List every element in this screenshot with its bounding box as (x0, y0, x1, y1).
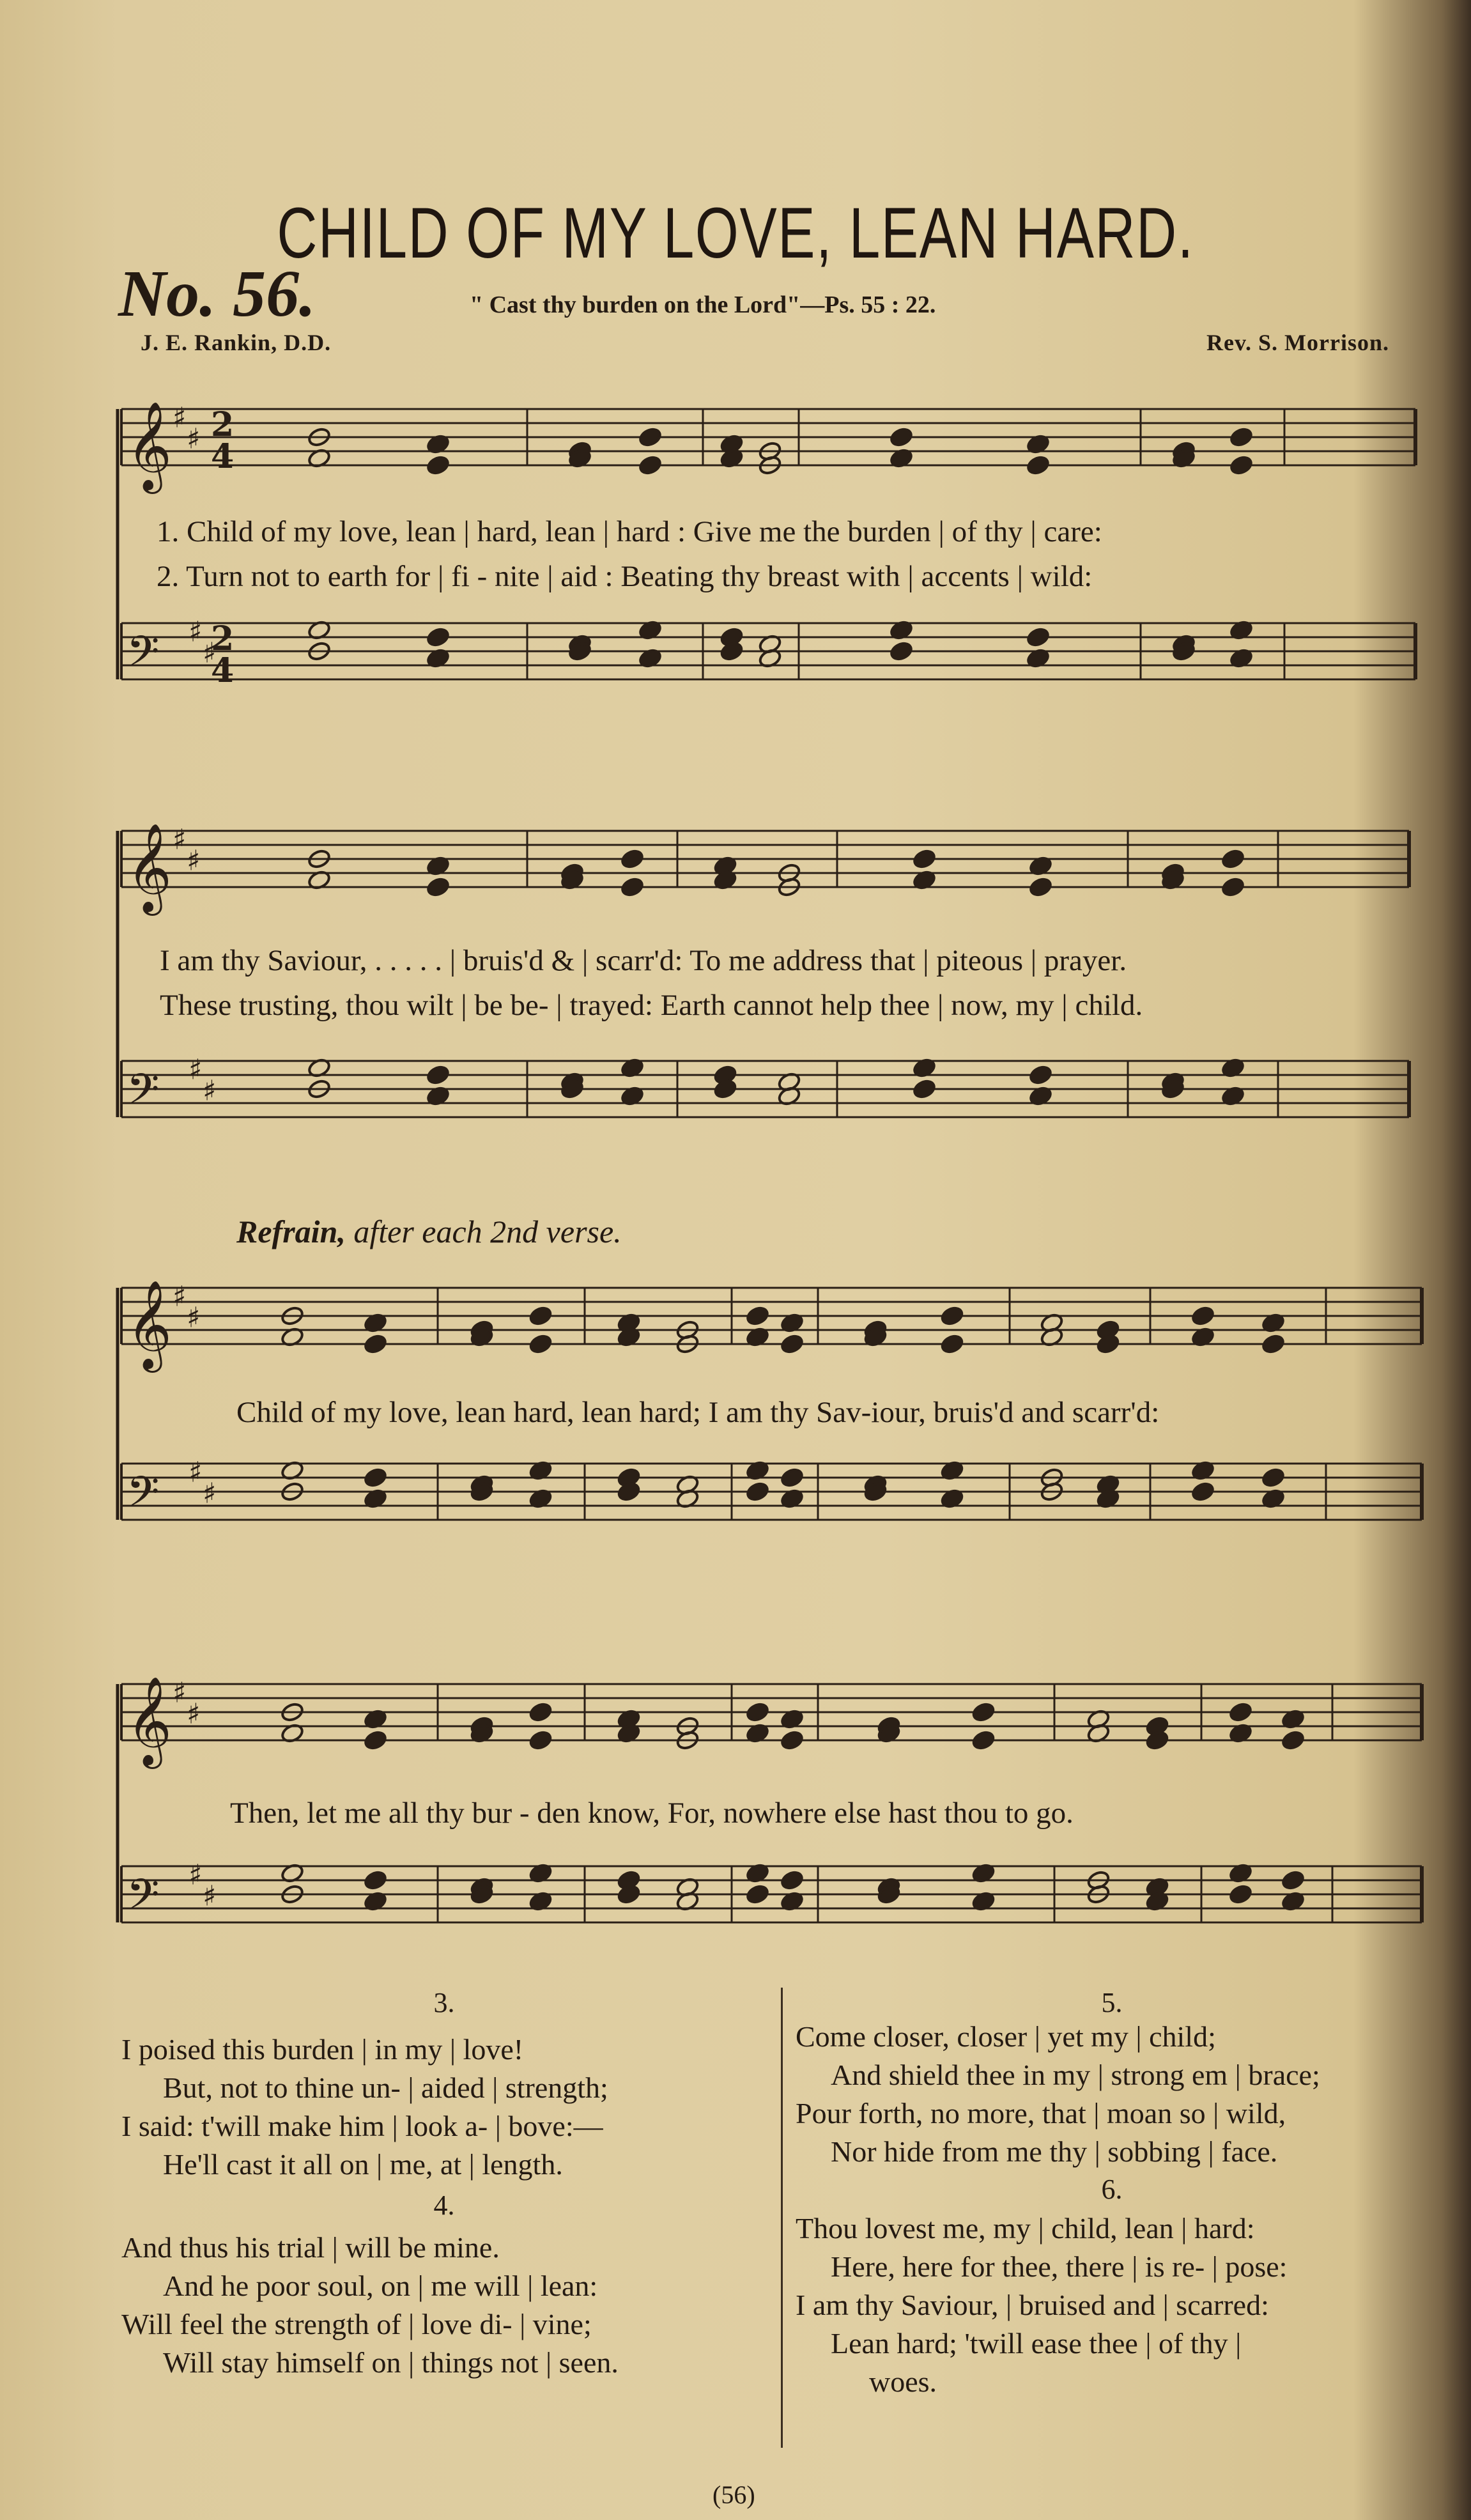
sharp-sign: ♯ (187, 1697, 201, 1731)
refrain-heading: Refrain, (236, 1214, 346, 1249)
note-head (889, 426, 913, 447)
lyric-line: 2. Turn not to earth for | fi - nite | aid : Beating thy breast with | accents | wild: (157, 560, 1093, 593)
note-head (1229, 454, 1253, 475)
verse-line: And thus his trial | will be mine. (121, 2231, 500, 2264)
refrain-label (236, 1213, 622, 1250)
note-head (620, 848, 644, 869)
note-head (940, 1333, 964, 1354)
lyric-line: These trusting, thou wilt | be be- | trayed: Earth cannot help thee | now, my | child. (160, 989, 1143, 1022)
verse-line: And shield thee in my | strong em | brace; (831, 2059, 1320, 2091)
note-head (528, 1729, 553, 1751)
note-head (1221, 848, 1245, 869)
treble-clef: 𝄞 (127, 1676, 172, 1765)
verse-line: Will feel the strength of | love di- | vine; (121, 2308, 592, 2340)
sharp-sign: ♯ (203, 637, 217, 670)
note-head (940, 1305, 964, 1326)
time-signature: 2 (211, 619, 235, 658)
sharp-sign: ♯ (203, 1880, 217, 1913)
note-head (1190, 1481, 1215, 1502)
verse-line: He'll cast it all on | me, at | length. (163, 2148, 563, 2181)
bass-clef: 𝄢 (127, 627, 160, 686)
verse-line: Thou lovest me, my | child, lean | hard: (796, 2212, 1255, 2245)
sharp-sign: ♯ (189, 1053, 203, 1086)
verse-line: I said: t'will make him | look a- | bove:— (121, 2110, 603, 2142)
note-head (1229, 426, 1253, 447)
note-head (1028, 876, 1052, 897)
sharp-sign: ♯ (203, 1477, 217, 1510)
verse-line: Lean hard; 'twill ease thee | of thy | (831, 2327, 1242, 2360)
column-divider (781, 1988, 783, 2448)
note-head (889, 640, 913, 661)
note-head (638, 426, 662, 447)
sharp-sign: ♯ (173, 401, 187, 435)
note-head (528, 1333, 553, 1354)
verse-line: Pour forth, no more, that | moan so | wild, (796, 2097, 1286, 2130)
treble-clef: 𝄞 (127, 1280, 172, 1369)
note-head (745, 1481, 769, 1502)
note-head (1281, 1729, 1305, 1751)
note-head (745, 1883, 769, 1905)
note-head (780, 1467, 804, 1488)
verse-line: I poised this burden | in my | love! (121, 2033, 524, 2066)
note-head (745, 1305, 769, 1326)
stanza-number: 4. (433, 2190, 455, 2221)
bass-clef: 𝄢 (127, 1065, 160, 1124)
lyric-line: Child of my love, lean hard, lean hard; I am thy Sav-iour, bruis'd and scarr'd: (236, 1396, 1160, 1429)
note-head (1228, 1883, 1252, 1905)
note-head (1190, 1305, 1215, 1326)
verse-line: woes. (869, 2365, 937, 2398)
note-head (426, 1064, 450, 1085)
refrain-note: after each 2nd verse. (353, 1214, 622, 1249)
note-head (1261, 1467, 1285, 1488)
note-head (1221, 876, 1245, 897)
note-head (1281, 1869, 1305, 1890)
note-head (426, 454, 450, 475)
verse-line: Here, here for thee, there | is re- | pose: (831, 2250, 1288, 2283)
verse-line: But, not to thine un- | aided | strength; (163, 2071, 608, 2104)
time-signature: 4 (211, 651, 235, 690)
stanza-number: 5. (1101, 1987, 1123, 2018)
note-head (363, 1869, 387, 1890)
time-signature: 4 (211, 437, 235, 476)
bass-clef: 𝄢 (127, 1870, 160, 1929)
note-head (780, 1869, 804, 1890)
verse-line: I am thy Saviour, | bruised and | scarred: (796, 2289, 1269, 2321)
page-number: (56) (712, 2480, 755, 2509)
stanza-number: 3. (433, 1987, 455, 2018)
sharp-sign: ♯ (203, 1074, 217, 1108)
note-head (971, 1729, 996, 1751)
author-credit: Rev. S. Morrison. (1206, 330, 1389, 355)
sharp-sign: ♯ (187, 1301, 201, 1334)
hymn-number: No. 56. (118, 257, 316, 330)
verse-line: Nor hide from me thy | sobbing | face. (831, 2135, 1278, 2168)
composer-credit: J. E. Rankin, D.D. (141, 330, 332, 355)
note-head (912, 848, 936, 869)
scripture-reference: " Cast thy burden on the Lord"—Ps. 55 : 22. (470, 291, 936, 318)
bass-clef: 𝄢 (127, 1467, 160, 1527)
stanza-number: 6. (1101, 2174, 1123, 2205)
lyric-line: 1. Child of my love, lean | hard, lean | hard : Give me the burden | of thy | care: (157, 515, 1102, 548)
verse-line: And he poor soul, on | me will | lean: (163, 2269, 598, 2302)
note-head (638, 454, 662, 475)
sharp-sign: ♯ (187, 844, 201, 877)
note-head (363, 1729, 387, 1751)
note-head (1026, 626, 1050, 647)
lyric-line: Then, let me all thy bur - den know, For, nowhere else hast thou to go. (230, 1797, 1074, 1830)
note-head (1026, 454, 1050, 475)
note-head (426, 876, 450, 897)
sharp-sign: ♯ (187, 422, 201, 456)
note-head (1261, 1333, 1285, 1354)
sharp-sign: ♯ (189, 615, 203, 649)
hymn-title: CHILD OF MY LOVE, LEAN HARD. (277, 193, 1194, 273)
note-head (912, 1078, 936, 1099)
sharp-sign: ♯ (173, 1676, 187, 1710)
sharp-sign: ♯ (189, 1456, 203, 1489)
note-head (780, 1729, 804, 1751)
note-head (620, 876, 644, 897)
note-head (363, 1467, 387, 1488)
note-head (426, 626, 450, 647)
verse-line: Come closer, closer | yet my | child; (796, 2020, 1216, 2053)
treble-clef: 𝄞 (127, 823, 172, 912)
sharp-sign: ♯ (173, 823, 187, 856)
sharp-sign: ♯ (189, 1859, 203, 1892)
time-signature: 2 (211, 405, 235, 444)
note-head (1028, 1064, 1052, 1085)
note-head (780, 1333, 804, 1354)
note-head (745, 1701, 769, 1722)
note-head (363, 1333, 387, 1354)
note-head (971, 1701, 996, 1722)
sharp-sign: ♯ (173, 1280, 187, 1313)
treble-clef: 𝄞 (127, 401, 172, 490)
verse-line: Will stay himself on | things not | seen. (163, 2346, 619, 2379)
note-head (528, 1305, 553, 1326)
note-head (528, 1701, 553, 1722)
lyric-line: I am thy Saviour, . . . . . | bruis'd & | scarr'd: To me address that | piteous | prayer. (160, 944, 1127, 977)
note-head (1228, 1701, 1252, 1722)
